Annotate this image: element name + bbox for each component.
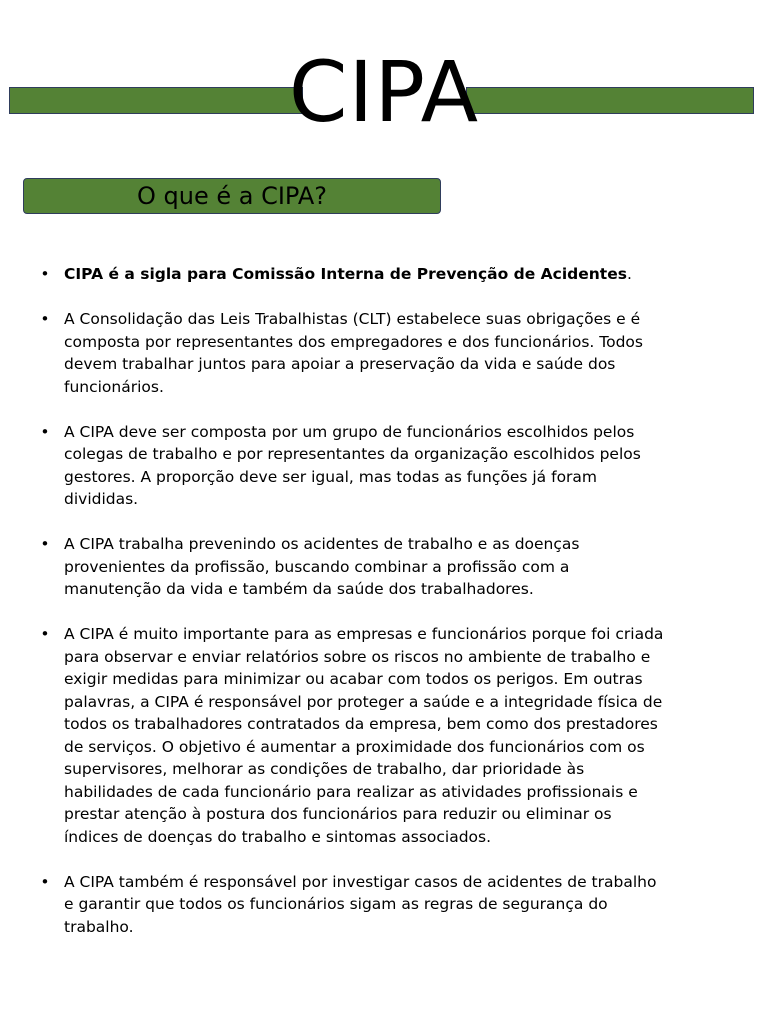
- bullet-icon: •: [40, 535, 50, 553]
- bullet-icon: •: [40, 625, 50, 643]
- list-item-text: A CIPA deve ser composta por um grupo de funcionários escolhidos pelos colegas de trabalho e por representantes da organização escolhidos pelos gestores. A proporção deve ser igual, mas todas as funções já foram divididas.: [64, 422, 641, 508]
- list-item-text: A Consolidação das Leis Trabalhistas (CLT) estabelece suas obrigações e é composta por representantes dos empregadores e dos funcionários. Todos devem trabalhar juntos para apoiar a preservação da vida e saúde dos funcionários.: [64, 310, 643, 396]
- list-item-text: A CIPA é muito importante para as empresas e funcionários porque foi criada para observar e enviar relatórios sobre os riscos no ambiente de trabalho e exigir medidas para minimizar ou acabar com todos os perigos. Em outras palavras, a CIPA é responsável por proteger a saúde e a integridade física de todos os trabalhadores contratados da empresa, bem como dos prestadores de serviços. O objetivo é aumentar a proximidade dos funcionários com os supervisores, melhorar as condições de trabalho, dar prioridade às habilidades de cada funcionário para realizar as atividades profissionais e prestar atenção à postura dos funcionários para reduzir ou eliminar os índices de doenças do trabalho e sintomas associados.: [64, 625, 664, 846]
- bullet-icon: •: [40, 422, 50, 441]
- bullet-icon: •: [40, 872, 50, 891]
- section-heading: O que é a CIPA?: [23, 178, 441, 214]
- list-item: [40, 871, 670, 939]
- bullet-icon: •: [40, 265, 50, 283]
- list-item-rest-text: .: [626, 265, 632, 283]
- list-item: [40, 308, 670, 398]
- list-item-bold-text: CIPA é a sigla para Comissão Interna de Prevenção de Acidentes: [64, 265, 627, 283]
- page-title: CIPA: [288, 43, 480, 141]
- list-item-text: A CIPA também é responsável por investigar casos de acidentes de trabalho e garantir que todos os funcionários sigam as regras de segurança do trabalho.: [64, 872, 657, 936]
- list-item-text: A CIPA trabalha prevenindo os acidentes de trabalho e as doenças provenientes da profissão, buscando combinar a profissão com a manutenção da vida e também da saúde dos trabalhadores.: [64, 535, 580, 598]
- bullet-icon: •: [40, 310, 50, 328]
- list-item: [40, 533, 670, 601]
- bullet-list: [40, 263, 670, 961]
- list-item: [40, 623, 670, 848]
- list-item-text: [64, 265, 632, 283]
- list-item: [40, 421, 670, 511]
- list-item: [40, 263, 670, 286]
